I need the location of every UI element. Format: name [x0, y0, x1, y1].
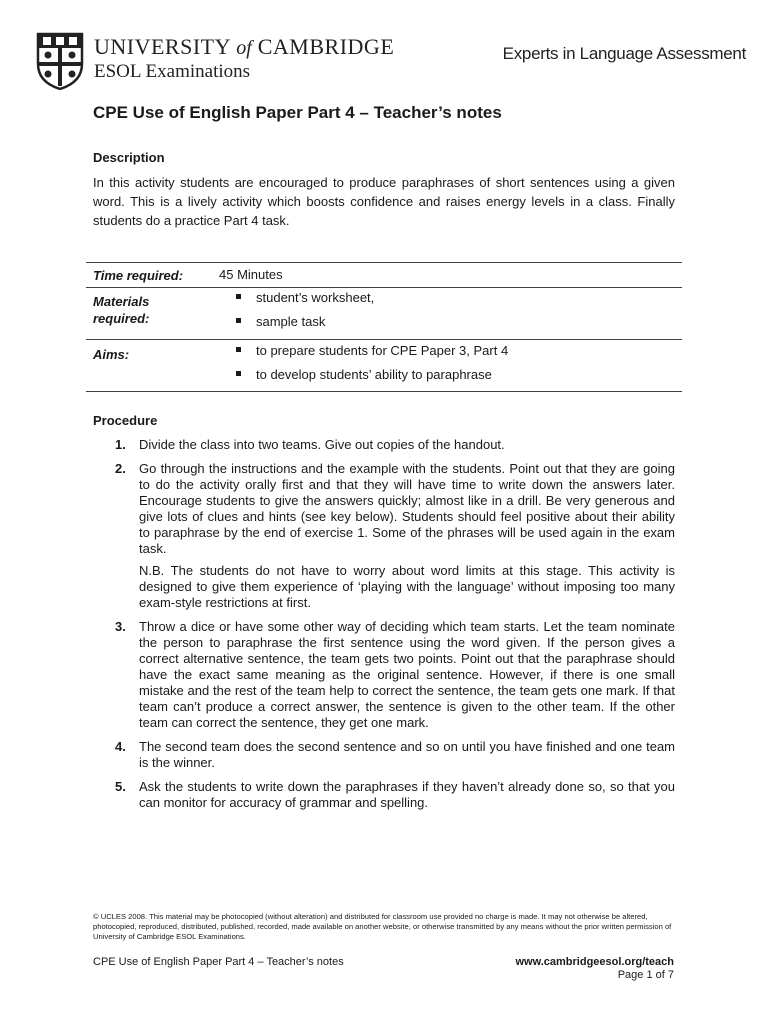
info-table — [86, 262, 682, 392]
materials-label: Materials required: — [93, 294, 150, 326]
procedure-step — [93, 461, 675, 611]
step-text: Divide the class into two teams. Give out copies of the handout. — [139, 437, 505, 452]
copyright-notice: © UCLES 2008. This material may be photocopied (without alteration) and distributed for classroom use provided no charge is made. It may not otherwise be altered, photocopied, reproduced, distributed, published, recorded, made available on another website, or otherwise transmitted by any means without the prior written permission of University of Cambridge ESOL Examinations. — [93, 912, 672, 941]
list-item: sample task — [234, 314, 374, 338]
esol-subtitle: ESOL Examinations — [94, 61, 251, 82]
page-number: Page 1 of 7 — [617, 969, 674, 981]
aims-list — [234, 343, 508, 391]
list-item: student’s worksheet, — [234, 290, 374, 314]
footer-document-title: CPE Use of English Paper Part 4 – Teacher’s notes — [93, 956, 344, 968]
bullet-icon — [236, 347, 241, 352]
page-header — [36, 30, 746, 94]
procedure-heading: Procedure — [93, 413, 158, 428]
tagline: Experts in Language Assessment — [502, 44, 746, 63]
step-text: Ask the students to write down the paraphrases if they haven’t already done so, so that you can monitor for accuracy of grammar and spelling. — [139, 779, 675, 810]
step-number: 1. — [115, 437, 126, 452]
page-title: CPE Use of English Paper Part 4 – Teacher’s notes — [93, 103, 502, 122]
materials-list — [234, 290, 374, 338]
procedure-step — [93, 739, 675, 771]
aims-row — [86, 340, 682, 391]
procedure-steps — [93, 437, 675, 819]
university-name: UNIVERSITY of CAMBRIDGE — [94, 34, 395, 59]
footer-url-link[interactable]: www.cambridgeesol.org/teach — [515, 956, 674, 968]
step-note: N.B. The students do not have to worry about word limits at this stage. This activity is designed to give them experience of ‘playing with the language’ without imposing too many exam-style restrictions at first. — [139, 563, 675, 610]
step-text: The second team does the second sentence and so on until you have finished and one team is the winner. — [139, 739, 675, 770]
procedure-step — [93, 437, 675, 453]
description-text: In this activity students are encouraged to produce paraphrases of short sentences using a given word. This is a lively activity which boosts confidence and raises energy levels in a class. Finally students do a practice Part 4 task. — [93, 175, 675, 228]
time-required-row — [86, 263, 682, 288]
time-required-label: Time required: — [93, 268, 184, 283]
step-text: Throw a dice or have some other way of deciding which team starts. Let the team nominate the person to paraphrase the first sentence using the word given. If the person gives a correct alternative sentence, the team gets two points. Point out that the paraphrase should have the exact same meaning as the original sentence. However, if there is one small mistake and the rest of the team help to correct the sentence, the team gets one mark. If that team can’t produce a correct answer, the sentence is given to the other team. If the other team can correct the sentence, they get one mark. — [139, 619, 675, 730]
bullet-icon — [236, 318, 241, 323]
description-heading: Description — [93, 150, 165, 165]
list-item: to prepare students for CPE Paper 3, Part 4 — [234, 343, 508, 367]
step-number: 4. — [115, 739, 126, 754]
step-number: 2. — [115, 461, 126, 476]
step-number: 5. — [115, 779, 126, 794]
procedure-step — [93, 779, 675, 811]
procedure-step — [93, 619, 675, 731]
time-required-value: 45 Minutes — [219, 267, 283, 282]
bullet-icon — [236, 294, 241, 299]
step-text: Go through the instructions and the example with the students. Point out that they are going to do the activity orally first and that they will have time to write down the answers later. Encourage students to give the answers quickly; almost like in a drill. Be very generous and give lots of clues and hints (see key below). Students should feel positive about their ability to paraphrase by the end of exercise 1. Some of the phrases will be used again in the exam task. — [139, 461, 675, 556]
step-number: 3. — [115, 619, 126, 634]
list-item: to develop students’ ability to paraphrase — [234, 367, 508, 391]
cambridge-crest-icon — [36, 32, 84, 90]
materials-row — [86, 288, 682, 340]
bullet-icon — [236, 371, 241, 376]
aims-label: Aims: — [93, 347, 130, 362]
